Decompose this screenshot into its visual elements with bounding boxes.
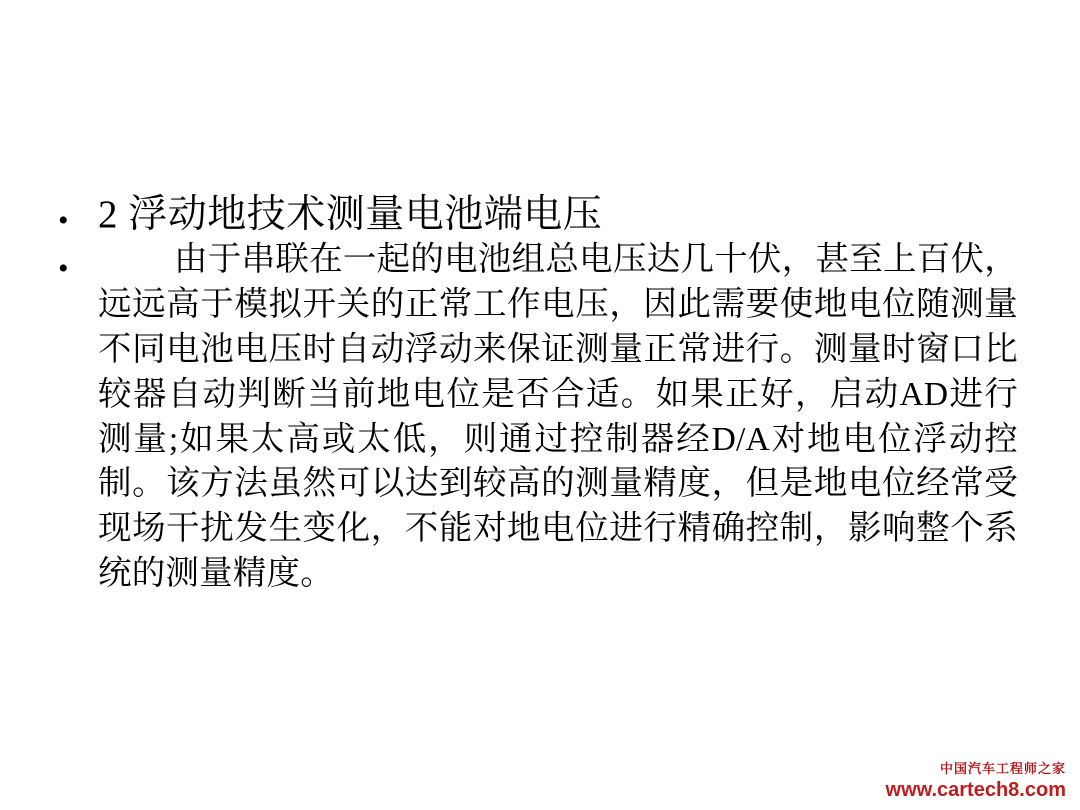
slide-content-body — [58, 192, 1018, 597]
paragraph-content: 由于串联在一起的电池组总电压达几十伏，甚至上百伏，远远高于模拟开关的正常工作电压，因此需要使地电位随测量不同电池电压时自动浮动来保证测量正常进行。测量时窗口比较器自动判断当前地电位是否合适。如果正好，启动AD进行测量;如果太高或太低，则通过控制器经D/A对地电位浮动控制。该方法虽然可以达到较高的测量精度，但是地电位经常受现场干扰发生变化，不能对地电位进行精确控制，影响整个系统的测量精度。 — [98, 241, 1018, 593]
watermark — [886, 758, 1066, 802]
watermark-chinese-text: 中国汽车工程师之家 — [939, 761, 1066, 776]
bullet-point-icon: • — [58, 204, 69, 237]
bullet-point-icon: • — [58, 252, 69, 286]
watermark-url-text: www.cartech8.com — [885, 779, 1066, 801]
slide-heading-text: 2 浮动地技术测量电池端电压 — [98, 193, 603, 236]
slide-paragraph-text — [98, 238, 1018, 597]
heading-bullet-item — [58, 192, 1018, 238]
paragraph-bullet-item — [58, 238, 1018, 597]
